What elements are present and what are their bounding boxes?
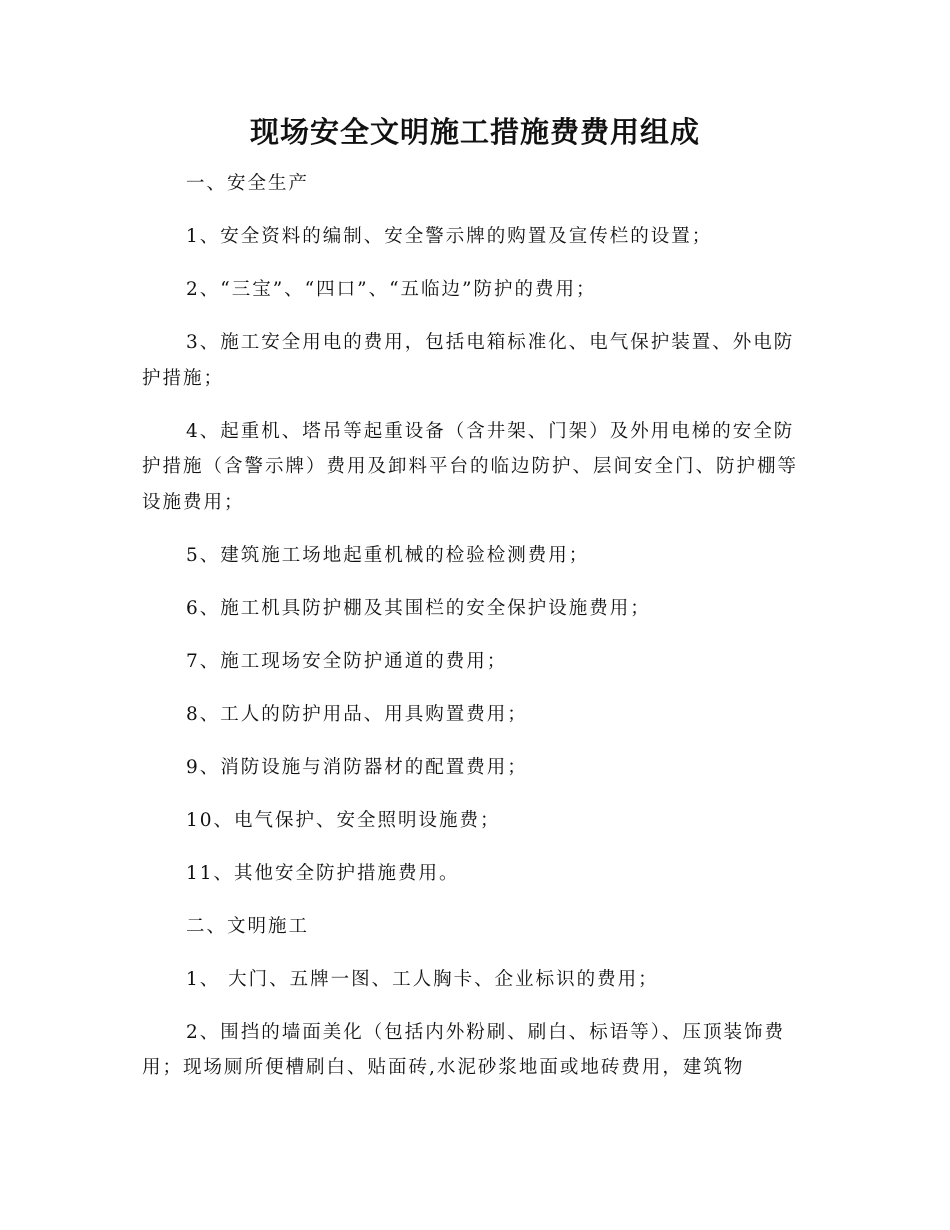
section-heading-civilized-construction: 二、文明施工: [186, 915, 310, 937]
list-item: 5、建筑施工场地起重机械的检验检测费用；: [186, 544, 590, 566]
document-title: 现场安全文明施工措施费费用组成: [249, 115, 700, 149]
document-body: [142, 166, 806, 1103]
list-item: 11、其他安全防护措施费用。: [186, 862, 460, 884]
section-heading-safety: 一、安全生产: [186, 173, 310, 194]
list-item: 1、 大门、五牌一图、工人胸卡、企业标识的费用；: [186, 968, 659, 990]
list-item: 7、施工现场安全防护通道的费用；: [186, 650, 508, 672]
list-item: 10、电气保护、安全照明设施费；: [186, 809, 501, 831]
list-item: 8、工人的防护用品、用具购置费用；: [186, 703, 528, 725]
list-item: 3、施工安全用电的费用，包括电箱标准化、电气保护装置、外电防护措施；: [142, 332, 795, 389]
list-item: 6、施工机具防护棚及其围栏的安全保护设施费用；: [186, 597, 651, 619]
list-item: 2、围挡的墙面美化（包括内外粉刷、刷白、标语等）、压顶装饰费用；现场厕所便槽刷白、贴面砖,水泥砂浆地面或地砖费用，建筑物: [142, 1021, 786, 1078]
list-item: 2、“三宝”、“四口”、“五临边”防护的费用；: [186, 279, 597, 300]
list-item: 1、安全资料的编制、安全警示牌的购置及宣传栏的设置；: [186, 226, 713, 247]
list-item: 9、消防设施与消防器材的配置费用；: [186, 756, 528, 778]
list-item: 4、起重机、塔吊等起重设备（含井架、门架）及外用电梯的安全防护措施（含警示牌）费用及卸料平台的临边防护、层间安全门、防护棚等设施费用；: [142, 420, 799, 513]
